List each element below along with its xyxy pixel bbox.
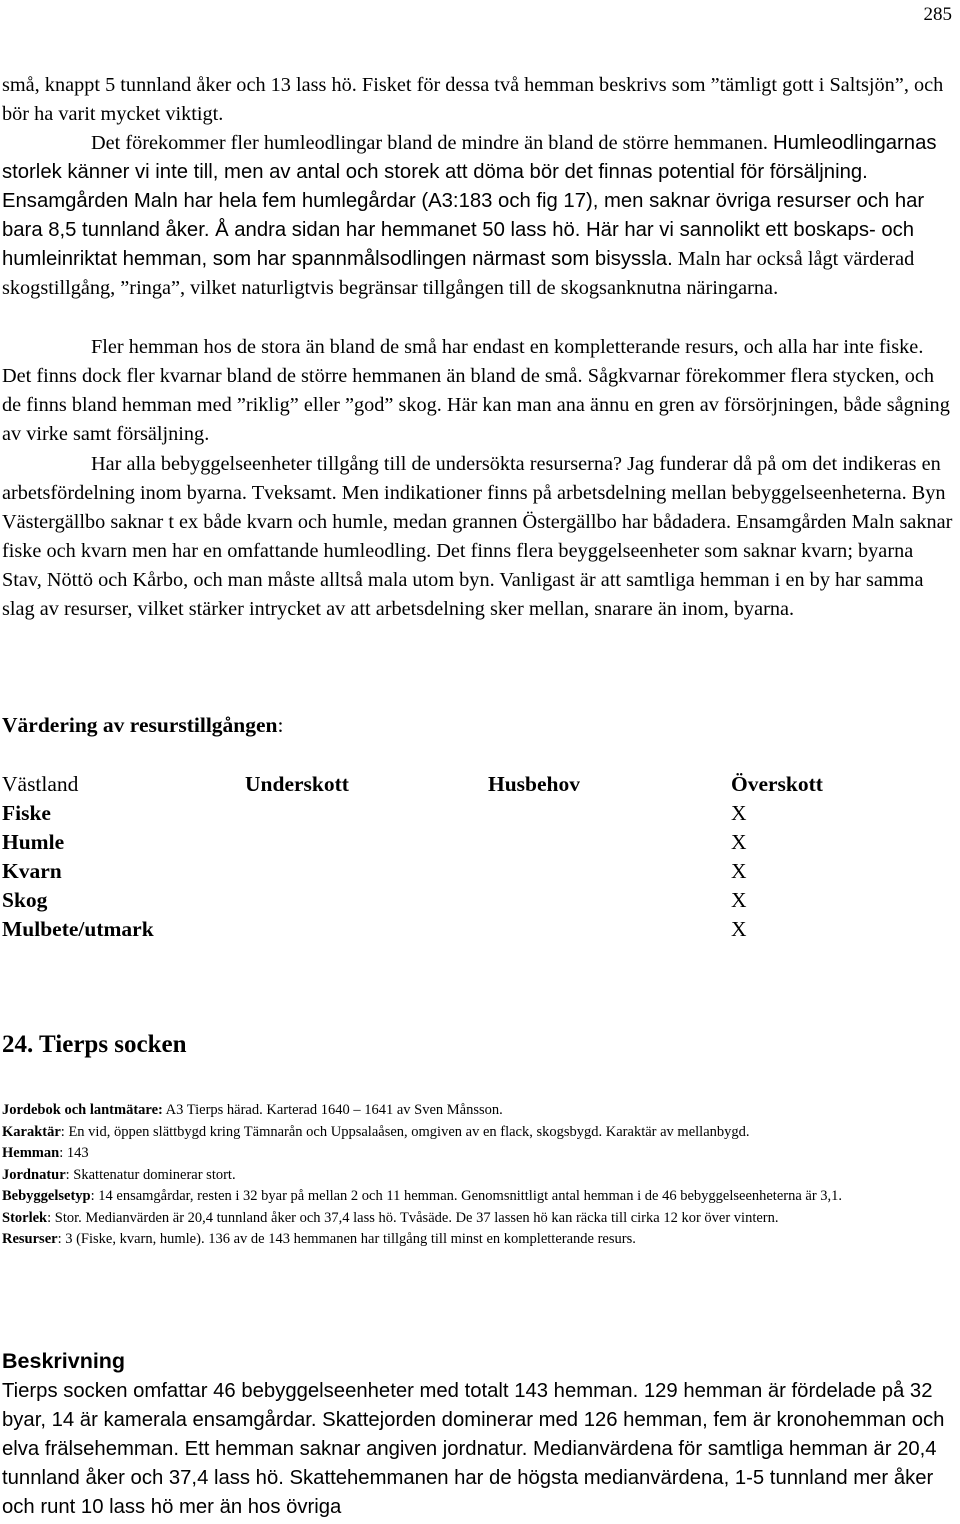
paragraph-2-tail: Maln har också lågt värderad skogstillgång, ”ringa”, vilket naturligtvis begränsar tillgången till de skogsanknutna näringarna. <box>2 248 915 300</box>
fact-text: : Skattenatur dominerar stort. <box>65 1166 236 1183</box>
fact-text: : 143 <box>59 1145 89 1161</box>
fact-text: A3 Tierps härad. Karterad 1640 – 1641 av Sven Månsson. <box>162 1102 503 1118</box>
row-mark: X <box>731 859 747 883</box>
fact-row <box>2 1143 952 1165</box>
fact-label: Karaktär <box>2 1123 61 1140</box>
paragraph-3-text: Fler hemman hos de stora än bland de små har endast en kompletterande resurs, och alla har inte fiske. Det finns dock fler kvarnar bland de större hemmanen än bland de små. Sågkvarnar förekommer flera stycken, och de finns bland hemman med ”riklig” eller ”god” skog. Här kan man ana ännu en gren av försörjningen, både sågning av virke samt försäljning. <box>2 336 950 446</box>
description-heading: Beskrivning <box>2 1349 126 1373</box>
row-mark: X <box>731 888 747 912</box>
fact-label: Jordebok och lantmätare: <box>2 1102 163 1118</box>
paragraph-3 <box>2 333 954 449</box>
valuation-heading <box>2 713 284 738</box>
row-mark: X <box>731 830 747 854</box>
fact-row <box>2 1229 952 1251</box>
row-label: Humle <box>2 830 65 854</box>
paragraph-1: små, knappt 5 tunnland åker och 13 lass hö. Fisket för dessa två hemman beskrivs som ”tämligt gott i Saltsjön”, och bör ha varit mycket viktigt. <box>2 74 944 126</box>
paragraph-4 <box>2 450 954 625</box>
table-row <box>2 828 952 857</box>
fact-row <box>2 1100 952 1122</box>
fact-row <box>2 1186 952 1208</box>
fact-text: : En vid, öppen slättbygd kring Tämnarån och Uppsalaåsen, omgiven av en flack, skogsbygd. Karaktär av mellanbygd. <box>60 1123 750 1140</box>
header-overskott: Överskott <box>731 772 823 796</box>
fact-row <box>2 1122 952 1144</box>
fact-label: Bebyggelsetyp <box>2 1188 91 1204</box>
header-husbehov: Husbehov <box>488 772 581 796</box>
table-header-row <box>2 770 952 799</box>
fact-label: Storlek <box>2 1209 48 1226</box>
parish-facts <box>2 1100 952 1251</box>
fact-text: : 3 (Fiske, kvarn, humle). 136 av de 143 hemmanen har tillgång till minst en kompletterande resurs. <box>57 1231 636 1247</box>
table-row <box>2 799 952 828</box>
row-label: Kvarn <box>2 859 62 883</box>
row-label: Mulbete/utmark <box>2 917 154 941</box>
description-text: Tierps socken omfattar 46 bebyggelseenheter med totalt 143 hemman. 129 hemman är fördelade på 32 byar, 14 är kamerala ensamgårdar. Skattejorden dominerar med 126 hemman, fem är kronohemman och elva frälsehemman. Ett hemman saknar angiven jordnatur. Medianvärdena för samtliga hemman är 20,4 tunnland åker och 37,4 lass hö. Skattehemmanen har de högsta medianvärdena, 1-5 tunnland mer åker och runt 10 lass hö mer än hos övriga <box>2 1380 945 1519</box>
paragraph-2 <box>2 129 954 304</box>
region-cell: Västland <box>2 772 79 796</box>
row-label: Skog <box>2 888 48 912</box>
fact-label: Jordnatur <box>2 1166 66 1183</box>
row-label: Fiske <box>2 801 51 825</box>
fact-label: Resurser <box>2 1231 58 1247</box>
paragraph-2-sans: Humleodlingarnas storlek känner vi inte till, men av antal och storek att döma bör det finnas potential för försäljning. Ensamgården Maln har hela fem humlegårdar (A3:183 och fig 17), men saknar övriga resurser och har bara 8,5 tunnland åker. Å andra sidan har hemmanet 50 lass hö. Här har vi sannolikt ett boskaps- och humleinriktat hemman, som har spannmålsodlingen närmast som bisyssla. <box>2 132 937 271</box>
table-row <box>2 886 952 915</box>
valuation-table <box>2 770 952 944</box>
valuation-colon: : <box>277 713 284 737</box>
valuation-heading-text: Värdering av resurstillgången <box>2 713 278 737</box>
header-underskott: Underskott <box>245 772 349 796</box>
paragraph-4-text: Har alla bebyggelseenheter tillgång till de undersökta resurserna? Jag funderar då på om det indikeras en arbetsfördelning inom byarna. Tveksamt. Men indikationer finns på arbetsdelning mellan bebyggelseenheterna. Byn Västergällbo saknar t ex både kvarn och humle, medan grannen Östergällbo har bådadera. Ensamgården Maln saknar fiske och kvarn men har en omfattande humleodling. Det finns flera beyggelseenheter som saknar kvarn; byarna Stav, Nöttö och Kårbo, och man måste alltså mala utom byn. Vanligast är att samtliga hemman i en by har samma slag av resurser, vilket stärker intrycket av att arbetsdelning sker mellan, snarare än inom, byarna. <box>2 453 953 621</box>
page-number: 285 <box>923 4 952 25</box>
row-mark: X <box>731 801 747 825</box>
paragraph-2-lead: Det förekommer fler humleodlingar bland de mindre än bland de större hemmanen. <box>91 132 768 154</box>
fact-row <box>2 1165 952 1187</box>
fact-text: : Stor. Medianvärden är 20,4 tunnland åker och 37,4 lass hö. Tvåsäde. De 37 lassen hö kan räcka till cirka 12 kor över vintern. <box>47 1209 779 1226</box>
fact-text: : 14 ensamgårdar, resten i 32 byar på mellan 2 och 11 hemman. Genomsnittligt antal hemman i de 46 bebyggelseenheterna är 3,1. <box>90 1188 843 1204</box>
table-row <box>2 915 952 944</box>
section-heading: 24. Tierps socken <box>2 1031 187 1058</box>
fact-label: Hemman <box>2 1145 60 1161</box>
row-mark: X <box>731 917 747 941</box>
table-row <box>2 857 952 886</box>
fact-row <box>2 1208 952 1230</box>
